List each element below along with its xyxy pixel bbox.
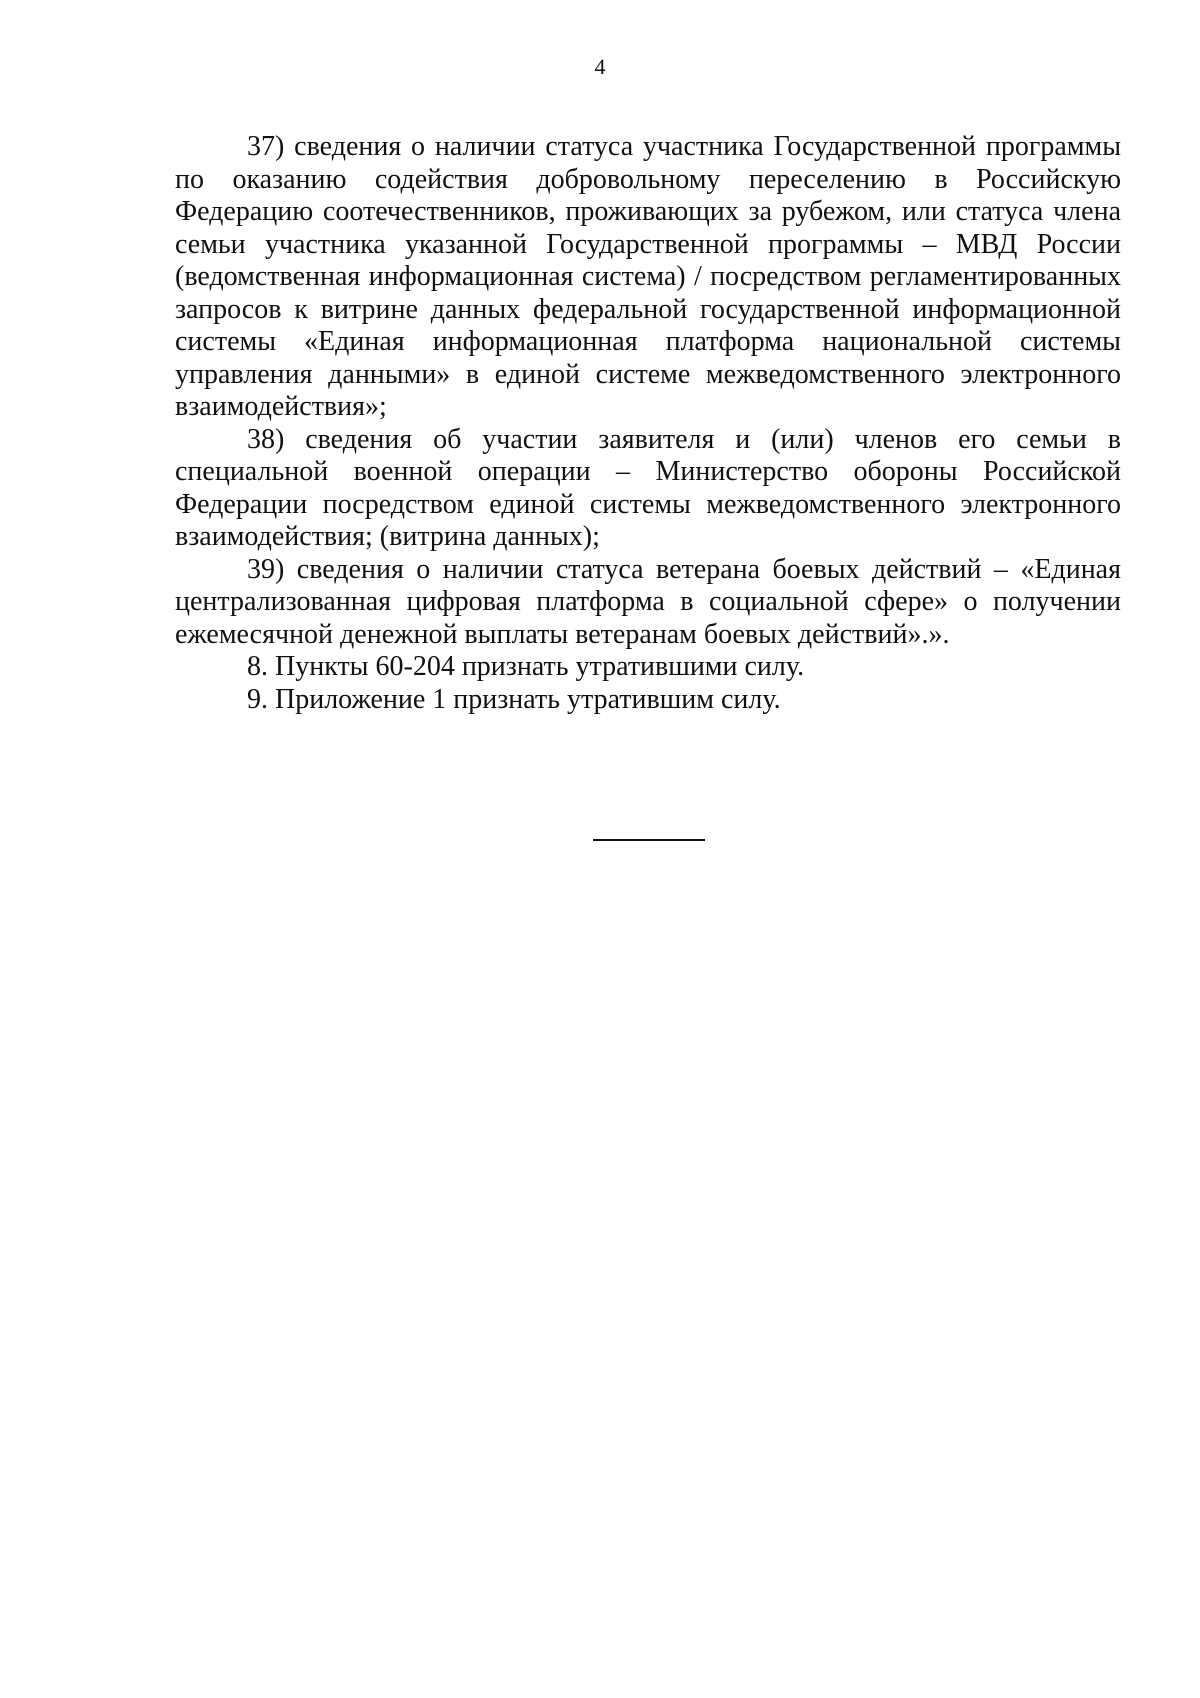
document-body xyxy=(175,131,1121,716)
end-separator-line xyxy=(593,839,705,841)
paragraph-item-38: 38) сведения об участии заявителя и (или) членов его семьи в специальной военной операции – Министерство обороны Российской Федерации посредством единой системы межведомственного электронного взаимодействия; (витрина данных); xyxy=(175,423,1121,552)
clause-8: 8. Пункты 60-204 признать утратившими силу. xyxy=(247,651,805,682)
clause-9: 9. Приложение 1 признать утратившим силу. xyxy=(247,683,781,715)
paragraph-item-37: 37) сведения о наличии статуса участника Государственной программы по оказанию содействия добровольному переселению в Российскую Федерацию соотечественников, проживающих за рубежом, или статуса члена семьи участника указанной Государственной программы – МВД России (ведомственная информационная система) / посредством регламентированных запросов к витрине данных федеральной государственной информационной системы «Единая информационная платформа национальной системы управления данными» в единой системе межведомственного электронного взаимодействия»; xyxy=(175,131,1121,422)
paragraph-item-39: 39) сведения о наличии статуса ветерана боевых действий – «Единая централизованная цифровая платформа в социальной сфере» о получении ежемесячной денежной выплаты ветеранам боевых действий».». xyxy=(175,553,1121,650)
page-number: 4 xyxy=(594,54,606,79)
